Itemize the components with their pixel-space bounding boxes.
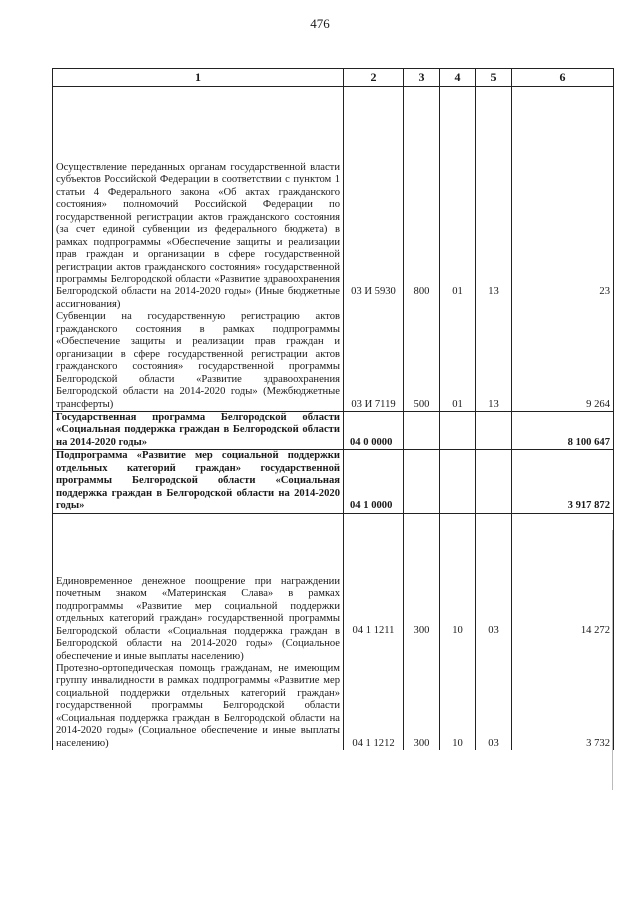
rz-value (440, 412, 476, 450)
csr-value: 04 1 1212 (352, 737, 395, 749)
pr-value: 03 (488, 625, 499, 637)
header-col-3: 3 (404, 69, 440, 87)
pr-value: 13 (488, 398, 499, 410)
budget-table (52, 68, 614, 750)
row-name-cell (53, 513, 344, 750)
item-name: Протезно-ортопедическая помощь гражданам, не имеющим группу инвалидности в рамках подпрограммы «Развитие мер социальной поддержки отдельных категорий граждан» государственной программы Белгородской области «Социальная поддержка граждан в Белгородской области на 2014-2020 годы» (Социальное обеспечение и иные выплаты населению) (56, 662, 340, 749)
rz-cell (440, 87, 476, 412)
csr-value: 03 И 5930 (351, 286, 396, 298)
vr-value: 500 (413, 398, 430, 410)
amount-value: 8 100 647 (512, 412, 614, 450)
pr-value: 13 (488, 286, 499, 298)
item-name: Государственная программа Белгородской области «Социальная поддержка граждан в Белгородской области на 2014-2020 годы» (53, 412, 344, 450)
item-name: Осуществление переданных органам государственной власти субъектов Российской Федерации в соответствии с пунктом 1 статьи 4 Федерального закона «Об актах гражданского состояния» полномочий Российской Федерации по государственной регистрации актов гражданского состояния (за счет единой субвенции из федерального бюджета) в рамках подпрограммы «Обеспечение защиты и реализации прав граждан и организации в сфере государственной регистрации актов гражданского состояния» государственной программы Белгородской области «Развитие здравоохранения Белгородской области на 2014-2020 годы» (Иные бюджетные ассигнования) (56, 161, 340, 310)
header-col-1: 1 (53, 69, 344, 87)
rz-value: 01 (452, 286, 463, 298)
rz-cell (440, 513, 476, 750)
table-row (53, 450, 614, 513)
table-row (53, 87, 614, 412)
pr-value: 03 (488, 737, 499, 749)
csr-cell (344, 87, 404, 412)
header-col-2: 2 (344, 69, 404, 87)
item-name: Подпрограмма «Развитие мер социальной поддержки отдельных категорий граждан» государственной программы Белгородской области «Социальная поддержка граждан в Белгородской области на 2014-2020 годы» (53, 450, 344, 513)
rz-value: 10 (452, 737, 463, 749)
csr-value: 04 1 1211 (352, 625, 395, 637)
table-row (53, 513, 614, 750)
scan-edge-line (612, 530, 613, 790)
header-col-6: 6 (512, 69, 614, 87)
amount-cell (512, 513, 614, 750)
pr-value (476, 412, 512, 450)
vr-cell (404, 87, 440, 412)
amount-value: 23 (599, 286, 610, 298)
table-row (53, 412, 614, 450)
pr-value (476, 450, 512, 513)
amount-value: 14 272 (580, 625, 610, 637)
header-row (53, 69, 614, 87)
header-col-5: 5 (476, 69, 512, 87)
amount-value: 3 732 (586, 737, 610, 749)
rz-value (440, 450, 476, 513)
rz-value: 01 (452, 398, 463, 410)
vr-value (404, 412, 440, 450)
csr-cell (344, 513, 404, 750)
vr-value (404, 450, 440, 513)
item-name: Единовременное денежное поощрение при награждении почетным знаком «Материнская Слава» в рамках подпрограммы «Развитие мер социальной поддержки отдельных категорий граждан» государственной программы Белгородской области «Социальная поддержка граждан в Белгородской области на 2014-2020 годы» (Социальное обеспечение и иные выплаты населению) (56, 575, 340, 662)
csr-value: 04 0 0000 (344, 412, 404, 450)
amount-value: 3 917 872 (512, 450, 614, 513)
csr-value: 03 И 7119 (351, 398, 396, 410)
csr-value: 04 1 0000 (344, 450, 404, 513)
amount-value: 9 264 (586, 398, 610, 410)
rz-value: 10 (452, 625, 463, 637)
vr-value: 300 (413, 737, 430, 749)
vr-value: 800 (413, 286, 430, 298)
vr-cell (404, 513, 440, 750)
page-number: 476 (310, 16, 330, 31)
amount-cell (512, 87, 614, 412)
row-name-cell (53, 87, 344, 412)
pr-cell (476, 87, 512, 412)
header-col-4: 4 (440, 69, 476, 87)
vr-value: 300 (413, 625, 430, 637)
item-name: Субвенции на государственную регистрацию актов гражданского состояния в рамках подпрограммы «Обеспечение защиты и реализации прав граждан и организации в сфере государственной регистрации актов гражданского состояния» государственной программы Белгородской области «Развитие здравоохранения Белгородской области на 2014-2020 годы» (Межбюджетные трансферты) (56, 311, 340, 410)
pr-cell (476, 513, 512, 750)
